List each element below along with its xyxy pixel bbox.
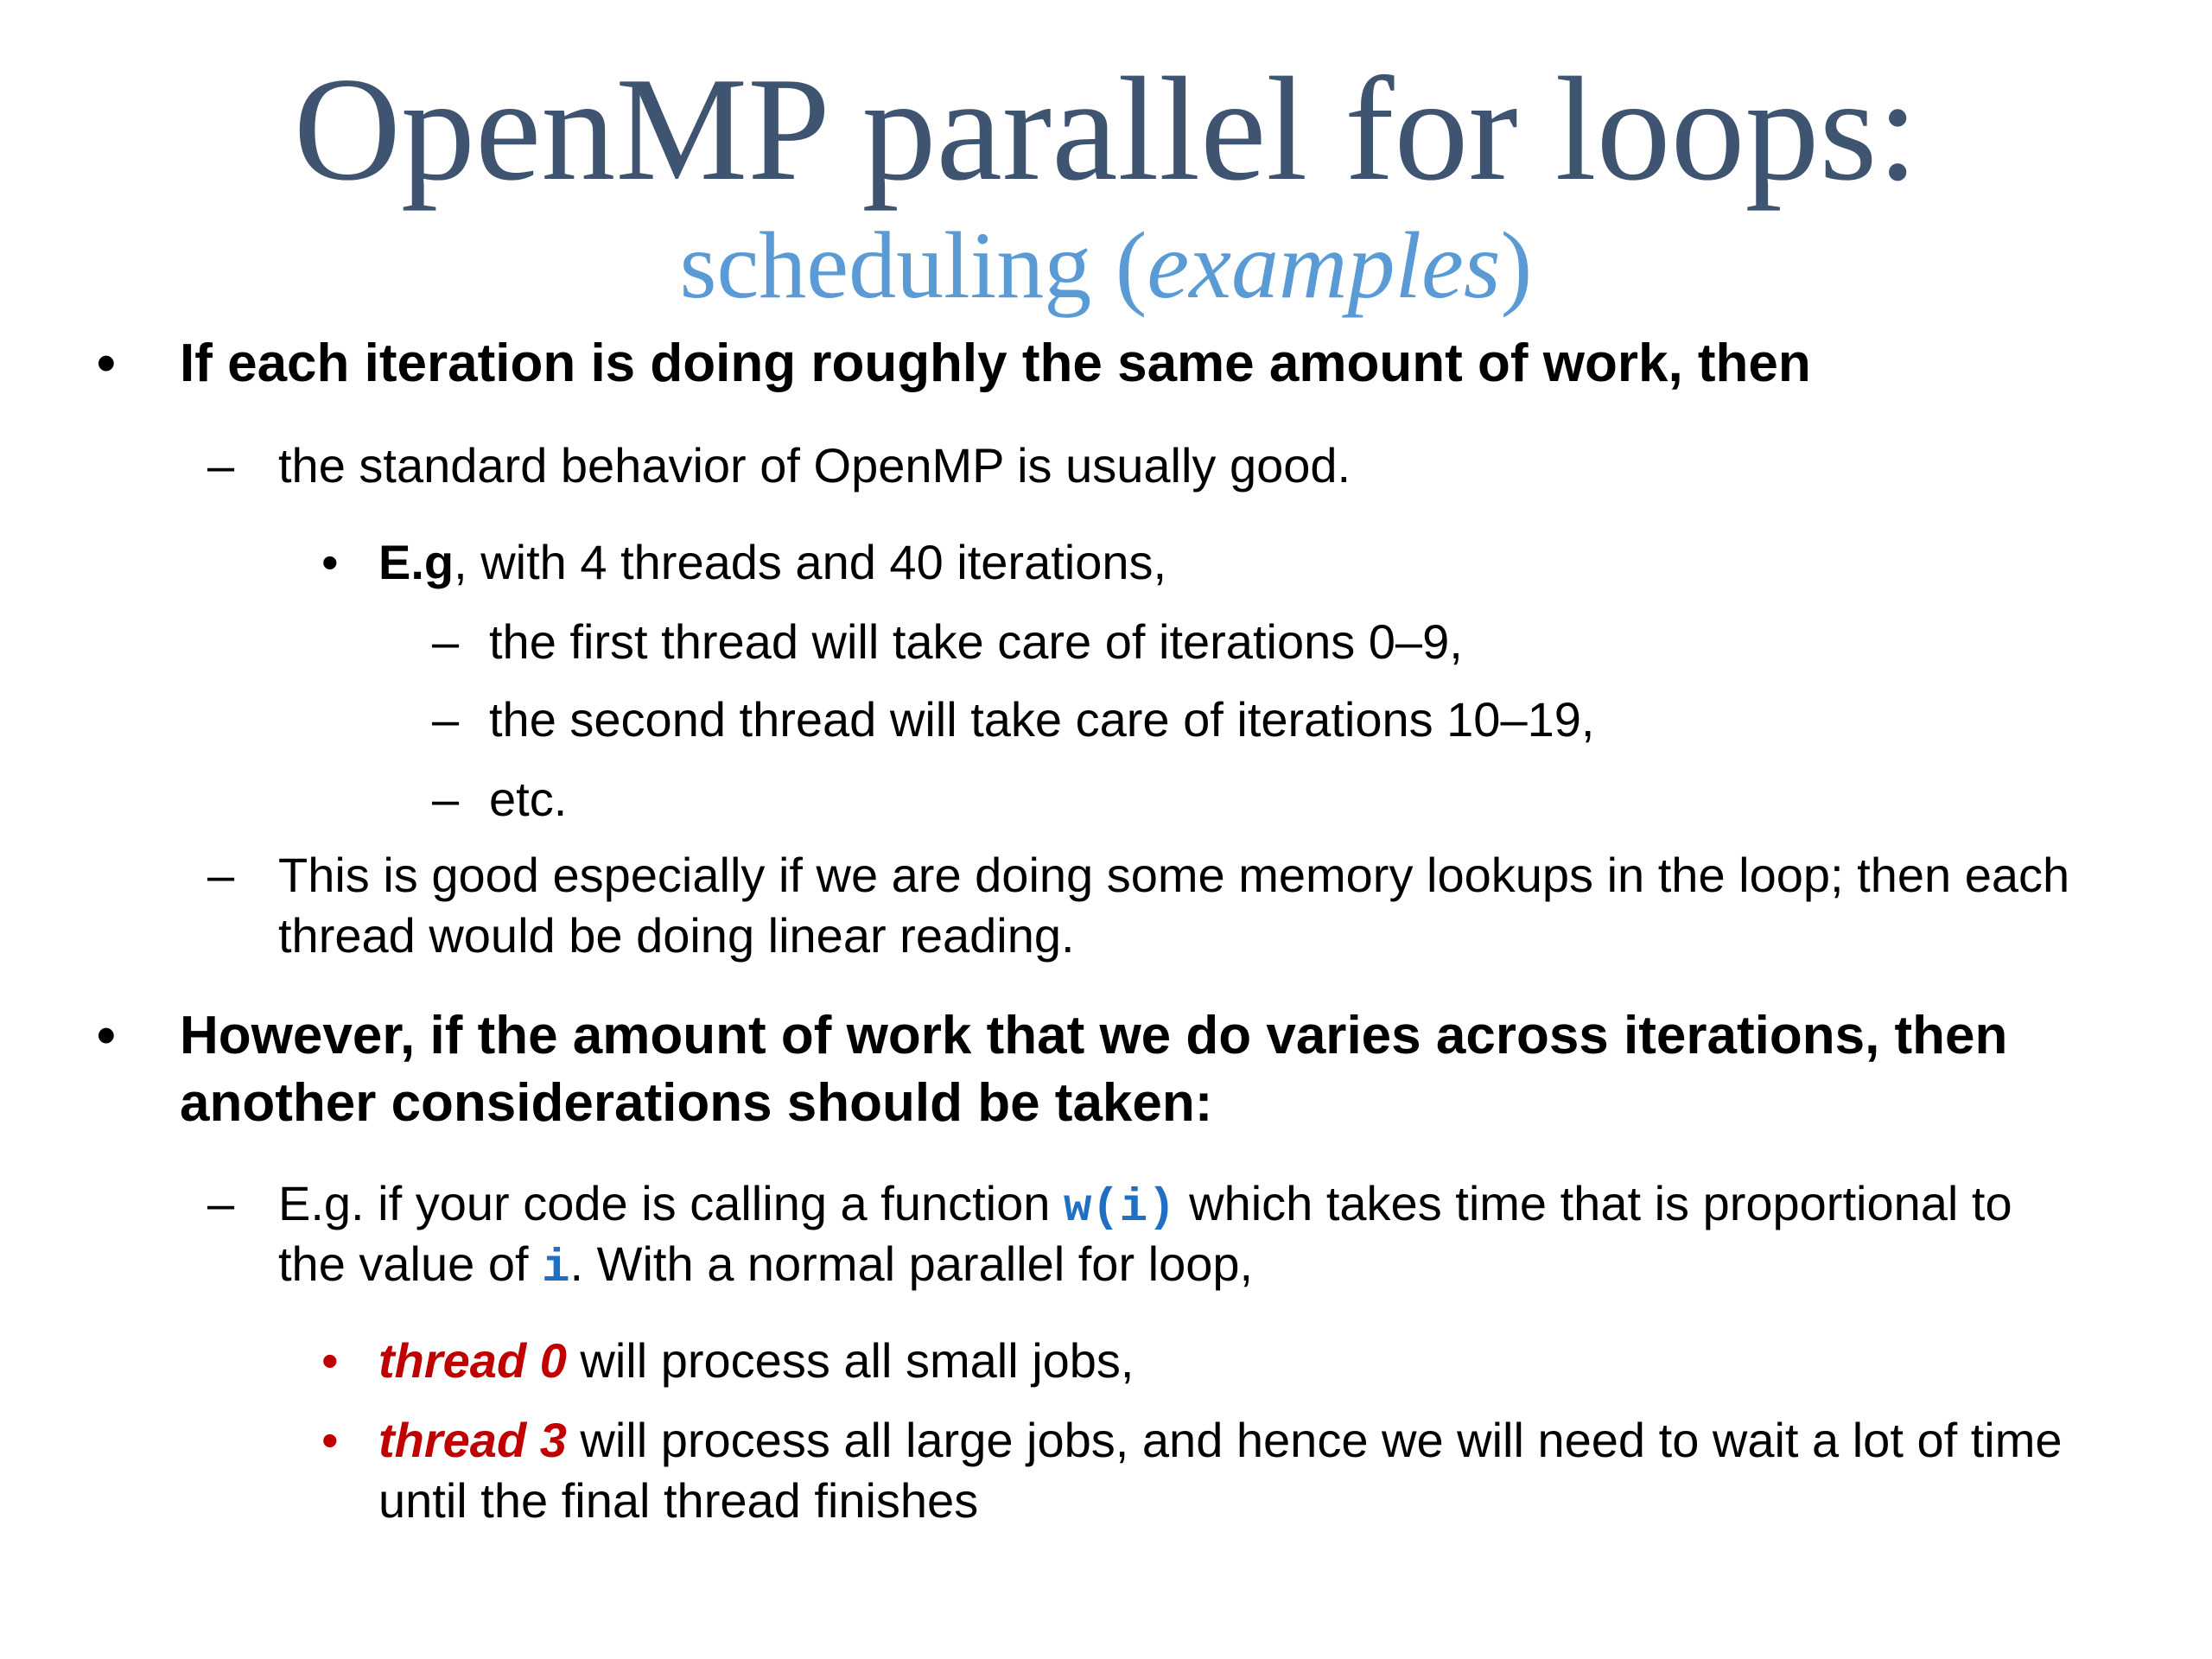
sub-3-line-1 [278, 1173, 2012, 1239]
eg-line [378, 532, 1166, 593]
sub-3-line-2 [278, 1234, 1253, 1300]
bullet-2-line-2: another considerations should be taken: [180, 1073, 1213, 1133]
dash-marker: – [207, 1176, 235, 1230]
bullet-marker: • [97, 1006, 116, 1065]
dash-marker: – [207, 848, 235, 902]
sub-3-text-c: the value of [278, 1236, 543, 1291]
thread-0-line [378, 1331, 1135, 1391]
thread-3-label: thread 3 [378, 1413, 567, 1467]
bullet-2-line-1: However, if the amount of work that we do varies across iterations, then [180, 1006, 2008, 1065]
dash-marker: – [432, 772, 460, 826]
thread-3-line-2: until the final thread finishes [378, 1473, 979, 1528]
bullet-marker: • [97, 334, 116, 393]
sub-2-line-2: thread would be doing linear reading. [278, 908, 1075, 963]
sub-3-text-a: E.g. if your code is calling a function [278, 1176, 1064, 1230]
sub-2-line-1: This is good especially if we are doing some memory lookups in the loop; then each [278, 848, 2070, 902]
thread-0-label: thread 0 [378, 1333, 567, 1388]
thread-line-3: etc. [489, 772, 568, 826]
eg-rest: , with 4 threads and 40 iterations, [454, 535, 1167, 589]
thread-0-rest: will process all small jobs, [566, 1333, 1135, 1388]
slide-title: OpenMP parallel for loops: [293, 48, 1919, 212]
subtitle-suffix: ) [1500, 213, 1533, 318]
sub-3-text-d: . With a normal parallel for loop, [569, 1236, 1254, 1291]
slide-subtitle [0, 207, 2212, 323]
sub-1-text: the standard behavior of OpenMP is usually good. [278, 438, 1351, 493]
thread-line-2: the second thread will take care of iterations 10–19, [489, 692, 1595, 747]
thread-line-1: the first thread will take care of iterations 0–9, [489, 614, 1463, 669]
dash-marker: – [432, 692, 460, 747]
dash-marker: – [432, 614, 460, 669]
thread-3-rest: will process all large jobs, and hence we will need to wait a lot of time [566, 1413, 2063, 1467]
bullet-1-text: If each iteration is doing roughly the same amount of work, then [180, 334, 1811, 393]
dash-marker: – [207, 438, 235, 493]
sub-3-text-b: which takes time that is proportional to [1175, 1176, 2012, 1230]
bullet-marker: • [321, 1333, 339, 1388]
bullet-marker: • [321, 535, 339, 589]
thread-3-line [378, 1410, 2063, 1471]
code-i: i [542, 1243, 570, 1295]
subtitle-prefix: scheduling ( [679, 213, 1147, 318]
bullet-marker: • [321, 1413, 339, 1467]
code-w-i: w(i) [1063, 1182, 1176, 1235]
eg-bold: E.g [378, 535, 454, 589]
subtitle-italic: examples [1147, 213, 1501, 318]
